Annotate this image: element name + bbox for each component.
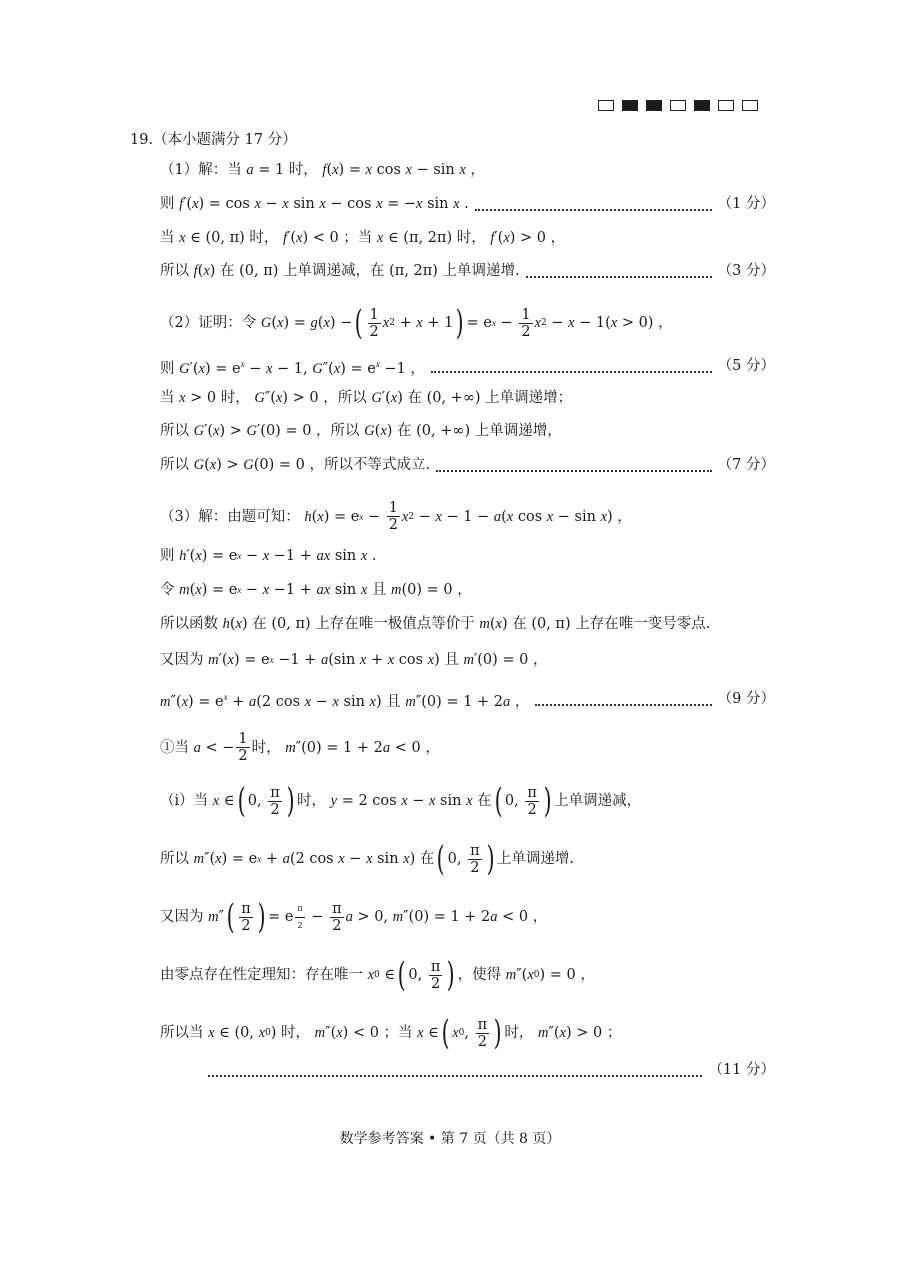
solution-line: 所以 G ′( x ) > G ′(0) = 0 ，所以 G ( x ) 在 (0, +∞) 上单调递增， [160,423,562,439]
score-mark: （7 分） [717,457,775,473]
solution-line: 所以 G(x) > G(0) = 0 ，所以不等式成立. （7 分） [160,457,775,473]
solution-line: 则 h ′( x ) = e x − x −1 + ax sin x . [160,548,377,564]
marker-square [694,100,710,111]
score-mark: （1 分） [717,196,775,212]
marker-square [718,100,734,111]
marker-square [670,100,686,111]
solution-line: 令 m ( x ) = e x − x −1 + ax sin x 且 m (0) = 0 ， [160,582,472,598]
problem-number: 19. [130,132,154,148]
solution-line: 所以 f(x) 在 (0, π) 上单调递减，在 (π, 2π) 上单调递增. （3 分） [160,263,775,279]
solution-line: 则 $G'(x) = e^x - x - 1$, $G''(x) = e^x -1$ ， （5 分） [160,358,775,377]
marker-square [622,100,638,111]
solution-line: （2）证明：令 G ( x ) = g ( x ) − ( $\frac{1}{2}$ x 2 + x + 1 ) = e x − $\frac{1}{2}$ x 2 − x − 1( x > 0) ， [160,303,673,343]
solution-line: 所以 m ″( x ) = e x + a (2 cos x − x sin x ) 在 ( 0, $\frac{\pi}{2}$ ) 上单调递增. [160,839,574,879]
page-footer: 数学参考答案 • 第 7 页（共 8 页） [339,1131,561,1147]
page-marker-squares [598,100,758,111]
score-mark: （3 分） [717,263,775,279]
solution-line: $m''(x) = e^x + a(2$ cos x − x sin x) 且 m″(0) = 1 + 2a ， （9 分） [160,691,775,710]
solution-line: 当 x ∈ (0, π) 时， f ′( x ) < 0 ；当 x ∈ (π, 2π) 时， f ′( x ) > 0 ， [160,230,566,246]
problem-title: （本小题满分 17 分） [153,132,297,148]
solution-line: ①当 a < − $\frac{1}{2}$ 时， m ″(0) = 1 + 2 a < 0 ， [160,731,440,764]
marker-square [742,100,758,111]
solution-line: （3）解：由题可知： h ( x ) = e x − $\frac{1}{2}$ x 2 − x − 1 − a ( x cos x − sin x ) ， [160,500,632,533]
solution-line: 又因为 m ″ ( $\frac{\pi}{2}$ ) = e $\frac{\pi}{2}$ − $\frac{\pi}{2}$ a > 0, m ″(0) = 1 + 2 a < 0 ， [160,897,548,937]
solution-line: （1）解：当 a = 1 时， f ( x ) = x cos x − sin x ， [160,162,485,178]
problem-heading [130,130,297,150]
score-mark: （9 分） [717,691,775,708]
solution-line: 所以函数 h ( x ) 在 (0, π) 上存在唯一极值点等价于 m ( x ) 在 (0, π) 上存在唯一变号零点. [160,616,711,632]
solution-line: 所以当 x ∈ (0, x 0 ) 时， m ″( x ) < 0 ；当 x ∈ ( x 0 , $\frac{\pi}{2}$ ) 时， m ″( x ) > 0 ； [160,1013,622,1053]
marker-square [598,100,614,111]
solution-line: 当 x > 0 时， G ″( x ) > 0 ，所以 G ′( x ) 在 (0, +∞) 上单调递增； [160,390,573,406]
solution-line: 则 f′(x) = cos x − x sin x − cos x = −x sin x . （1 分） [160,196,775,212]
score-mark: （5 分） [717,358,775,375]
solution-line: 由零点存在性定理知：存在唯一 x 0 ∈ ( 0, $\frac{\pi}{2}$ ) ，使得 m ″( x 0 ) = 0 ， [160,955,595,995]
marker-square [646,100,662,111]
solution-line: （i）当 x ∈ ( 0, $\frac{\pi}{2}$ ) 时， y = 2 cos x − x sin x 在 ( 0, $\frac{\pi}{2}$ ) 上单调递减， [160,781,642,821]
solution-line: 又因为 m ′( x ) = e x −1 + a (sin x + x cos x ) 且 m ′(0) = 0 ， [160,652,548,668]
score-mark: （11 分） [708,1062,775,1078]
solution-line [208,1060,775,1080]
